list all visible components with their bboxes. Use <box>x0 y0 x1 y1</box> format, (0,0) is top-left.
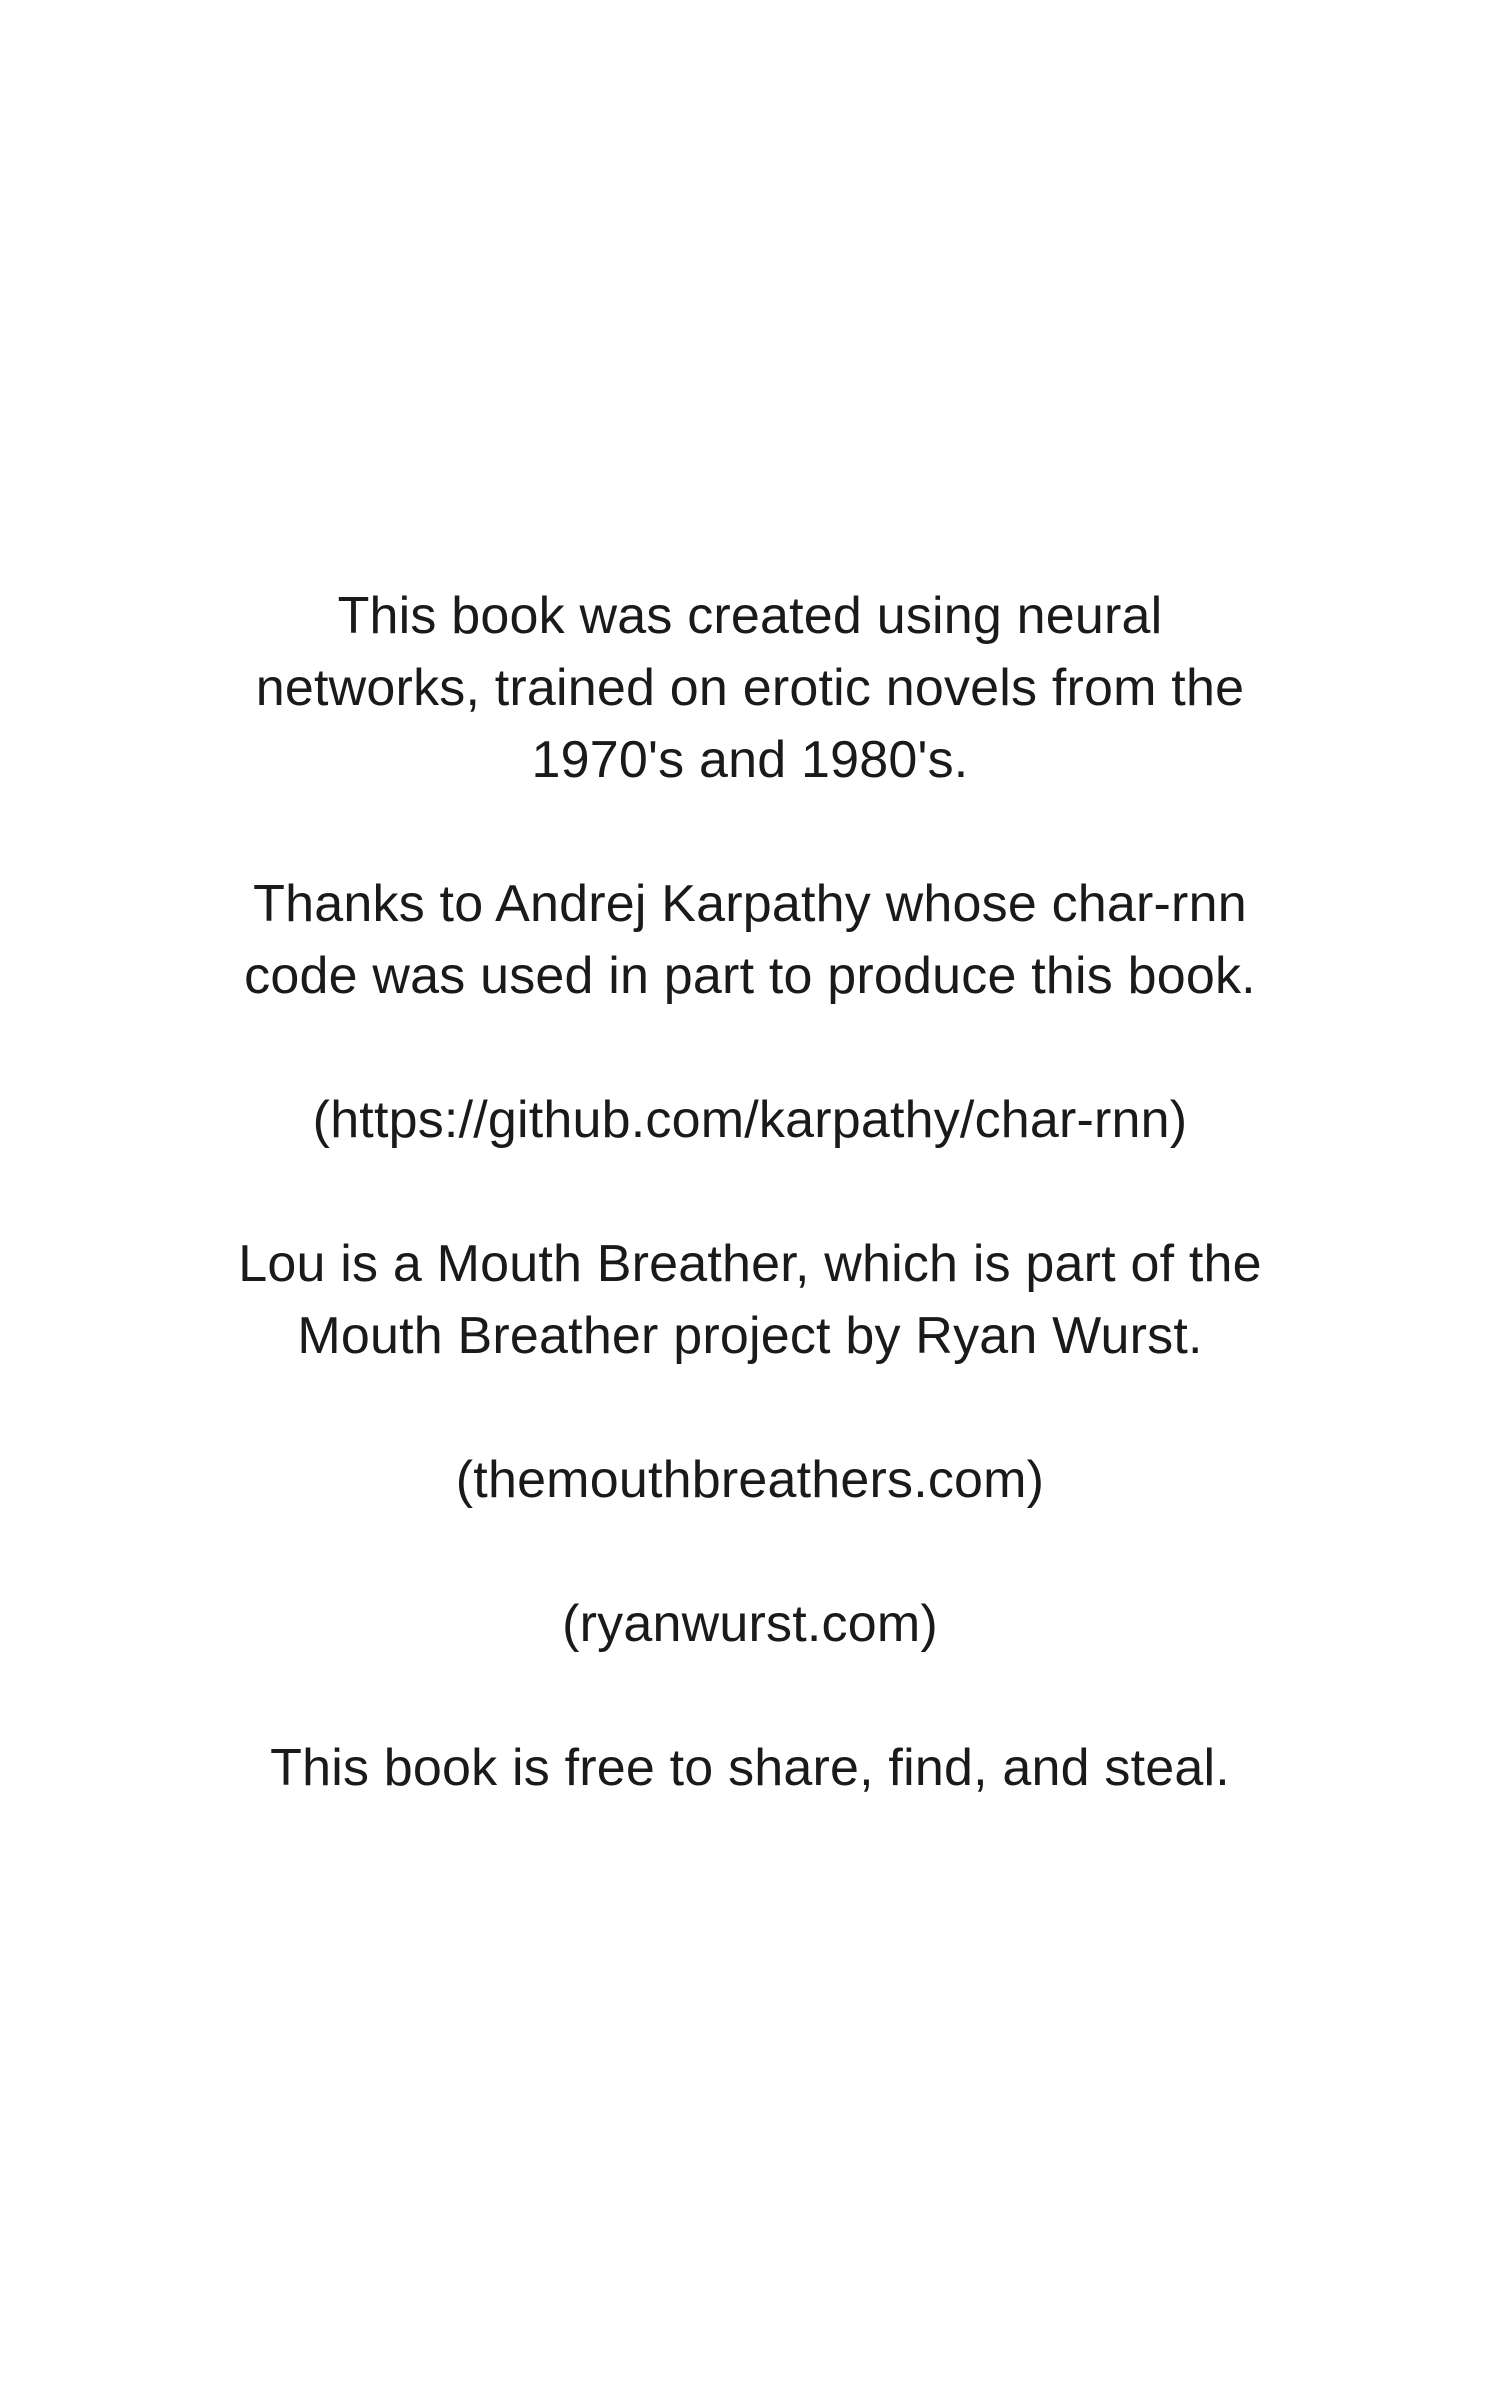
license-line: This book is free to share, find, and steal. <box>270 1739 1230 1797</box>
intro-line-1: This book was created using neural <box>337 587 1163 645</box>
thanks-line-2: code was used in part to produce this book. <box>244 947 1256 1005</box>
github-link: (https://github.com/karpathy/char-rnn) <box>312 1091 1188 1149</box>
site-link-1-paragraph <box>150 1444 1350 1516</box>
intro-line-2: networks, trained on erotic novels from the <box>255 659 1245 717</box>
site-link-1: (themouthbreathers.com) <box>455 1451 1045 1509</box>
site-link-2: (ryanwurst.com) <box>562 1595 938 1653</box>
thanks-line-1: Thanks to Andrej Karpathy whose char-rnn <box>253 875 1247 933</box>
license-paragraph <box>150 1732 1350 1804</box>
project-paragraph <box>150 1228 1350 1372</box>
project-line-1: Lou is a Mouth Breather, which is part of the <box>238 1235 1262 1293</box>
github-link-paragraph <box>150 1084 1350 1156</box>
project-line-2: Mouth Breather project by Ryan Wurst. <box>297 1307 1203 1365</box>
colophon-text <box>150 580 1350 1876</box>
thanks-paragraph <box>150 868 1350 1012</box>
intro-paragraph <box>150 580 1350 796</box>
intro-line-3: 1970's and 1980's. <box>531 731 969 789</box>
site-link-2-paragraph <box>150 1588 1350 1660</box>
